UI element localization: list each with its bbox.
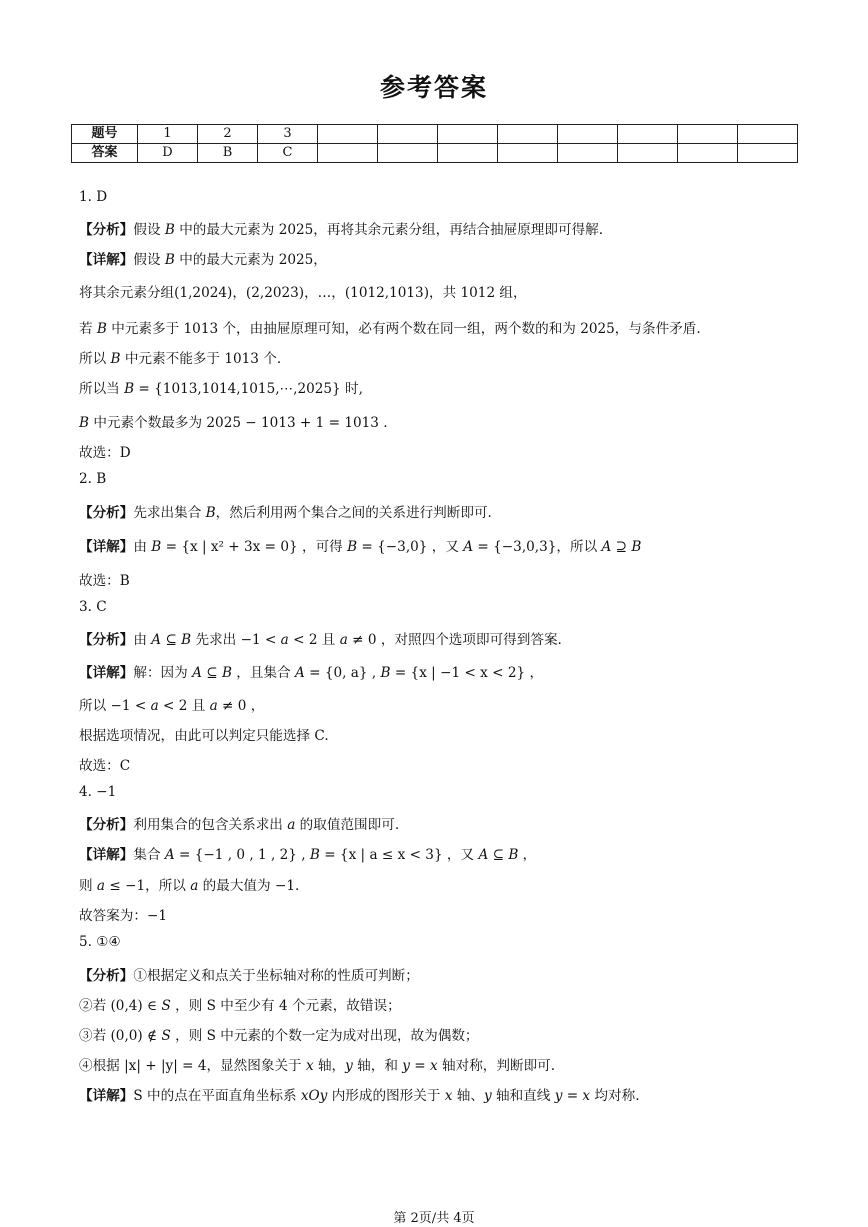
text-segment: 所以 [79,351,111,367]
text-segment: = {−1 , 0 , 1 , 2} , [174,847,310,863]
math-variable: xOy [300,1088,328,1104]
text-segment: ⊇ [611,539,632,555]
text-segment: ②若 (0,4) ∈ [79,998,162,1014]
text-segment: ，则 S 中元素的个数一定为成对出现，故为偶数； [170,1028,479,1044]
text-segment: ≠ 0 ，对照四个选项即可得到答案. [347,632,562,648]
text-segment: 4. −1 [79,784,117,800]
text-segment: 先求出集合 [133,505,206,521]
table-row-numbers [72,125,798,144]
text-line [79,411,388,431]
text-segment: S 中的点在平面直角坐标系 [133,1088,301,1104]
math-variable: y [402,1058,410,1074]
section-label: 【分析】 [79,632,134,648]
table-cell-answer [318,144,378,163]
math-variable: A [601,539,612,555]
text-segment: 轴，和 [352,1058,403,1074]
table-cell-answer [498,144,558,163]
text-segment: 故答案为：−1 [79,908,168,924]
text-line [79,569,130,589]
table-header-cell: 题号 [72,125,138,144]
section-label: 【详解】 [79,1088,134,1104]
table-cell-answer [738,144,798,163]
section-label: 【详解】 [79,665,134,681]
text-segment: 利用集合的包含关系求出 [133,817,288,833]
text-segment: 中元素个数最多为 2025 − 1013 + 1 = 1013 . [89,415,388,431]
text-segment: ⊆ [201,665,222,681]
text-segment: ，则 S 中至少有 4 个元素，故错误； [170,998,401,1014]
text-segment: ⊆ [488,847,509,863]
text-line [79,994,401,1014]
text-segment: ①根据定义和点关于坐标轴对称的性质可判断； [133,968,419,984]
math-variable: B [205,505,216,521]
text-segment: < 2 且 [158,698,210,714]
section-label: 【详解】 [79,847,134,863]
math-variable: B [110,351,121,367]
math-variable: y [483,1088,492,1104]
math-variable: B [347,539,358,555]
table-cell-number [738,125,798,144]
math-variable: x [444,1088,453,1104]
text-line [79,904,167,924]
table-row-answers [72,144,798,163]
math-variable: x [430,1058,438,1074]
text-segment: 中元素多于 1013 个，由抽屉原理可知，必有两个数在同一组，两个数的和为 2025，与条件矛盾. [106,321,701,337]
text-segment: 轴， [313,1058,346,1074]
text-line [79,1084,640,1104]
text-segment: < 2 且 [288,632,340,648]
text-line [79,535,641,555]
math-variable: a [150,698,159,714]
math-variable: A [151,632,162,648]
text-line [79,441,131,461]
table-cell-answer [618,144,678,163]
page-title: 参考答案 [379,73,488,102]
text-segment: 1. D [79,189,108,205]
math-variable: a [339,632,348,648]
text-segment: 将其余元素分组(1,2024)，(2,2023)，…，(1012,1013)，共 1012 组， [79,285,527,301]
text-segment: 中的最大元素为 2025， [174,252,327,268]
text-line [79,599,107,615]
text-segment: 故选：C [79,758,131,774]
section-label: 【分析】 [79,817,134,833]
text-segment: = {0, a} , [304,665,381,681]
table-cell-answer: B [198,144,258,163]
table-cell-number [378,125,438,144]
math-variable: B [221,665,232,681]
math-variable: a [96,878,106,894]
text-line [79,377,363,397]
page-footer: 第 2页/共 4页 [393,1211,475,1226]
text-segment: = {x | x² + 3x = 0} ，可得 [161,539,348,555]
math-variable: B [181,632,192,648]
text-line [79,784,116,800]
text-segment: 集合 [133,847,165,863]
text-line [79,281,527,301]
text-segment: 均对称. [590,1088,640,1104]
text-segment: 轴对称，判断即可. [437,1058,556,1074]
text-segment: 的最大值为 −1. [198,878,300,894]
text-line [79,843,536,863]
text-segment: 2. B [79,471,107,487]
table-cell-number: 3 [258,125,318,144]
math-variable: a [280,632,289,648]
text-segment: 假设 [133,222,165,238]
text-segment: 轴、 [452,1088,484,1104]
table-cell-number: 2 [198,125,258,144]
math-variable: B [508,847,519,863]
math-variable: B [124,381,135,397]
text-segment: 5. ①④ [79,934,121,950]
text-segment: 假设 [133,252,165,268]
math-variable: x [305,1058,314,1074]
text-segment: 所以 −1 < [79,698,151,714]
table-cell-answer [438,144,498,163]
text-segment: 中的最大元素为 2025，再将其余元素分组，再结合抽屉原理即可得解. [174,222,604,238]
section-label: 【详解】 [79,539,134,555]
text-segment: ≠ 0 ， [217,698,265,714]
math-variable: A [294,665,305,681]
text-segment: 的取值范围即可. [295,817,400,833]
text-line [79,934,121,950]
text-line [79,218,603,238]
text-line [79,1024,479,1044]
math-variable: A [478,847,489,863]
table-cell-number [438,125,498,144]
text-segment: 由 [133,632,152,648]
text-segment: = [562,1088,583,1104]
math-variable: a [209,698,218,714]
text-line [79,874,299,894]
text-segment: ，且集合 [231,665,295,681]
text-line [79,628,562,648]
math-variable: x [582,1088,591,1104]
math-variable: B [380,665,391,681]
math-variable: a [287,817,296,833]
math-variable: B [96,321,107,337]
table-cell-answer [378,144,438,163]
text-segment: 故选：B [79,573,130,589]
text-line [79,724,329,744]
text-segment: = {−3,0} ，又 [357,539,464,555]
table-cell-number [618,125,678,144]
table-cell-number [318,125,378,144]
text-segment: = {1013,1014,1015,⋯,2025} 时, [134,381,363,397]
text-line [79,248,327,268]
text-line [79,501,492,521]
text-segment: ，然后利用两个集合之间的关系进行判断即可. [215,505,492,521]
text-segment: = {x | a ≤ x < 3} ，又 [319,847,479,863]
section-label: 【详解】 [79,252,134,268]
text-line [79,694,264,714]
text-segment: 所以当 [79,381,125,397]
math-variable: y [345,1058,353,1074]
text-segment: ⊆ [161,632,182,648]
math-variable: S [161,998,171,1014]
math-variable: B [164,252,175,268]
text-segment: = {−3,0,3}，所以 [473,539,602,555]
text-segment: 根据选项情况，由此可以判定只能选择 C. [79,728,329,744]
math-variable: y [554,1088,563,1104]
text-segment: 解：因为 [133,665,193,681]
text-segment: = {x | −1 < x < 2} ， [390,665,544,681]
text-segment: = [409,1058,431,1074]
section-label: 【分析】 [79,222,134,238]
table-header-cell: 答案 [72,144,138,163]
table-cell-answer: C [258,144,318,163]
text-line [79,189,107,205]
text-segment: 中元素不能多于 1013 个. [120,351,282,367]
math-variable: B [164,222,175,238]
text-segment: ④根据 |x| + |y| = 4，显然图象关于 [79,1058,306,1074]
text-segment: ， [518,847,537,863]
text-segment: 内形成的图形关于 [327,1088,445,1104]
section-label: 【分析】 [79,505,134,521]
math-variable: A [463,539,474,555]
text-segment: 则 [79,878,97,894]
math-variable: A [192,665,202,681]
table-cell-number [678,125,738,144]
text-segment: 若 [79,321,97,337]
text-line [79,471,106,487]
answer-table [71,124,798,163]
text-line [79,347,281,367]
table-cell-answer: D [138,144,198,163]
text-line [79,964,419,984]
text-segment: 由 [133,539,152,555]
table-cell-number: 1 [138,125,198,144]
text-segment: 轴和直线 [491,1088,555,1104]
table-cell-answer [678,144,738,163]
math-variable: B [309,847,320,863]
math-variable: B [151,539,162,555]
math-variable: B [79,415,89,431]
text-line [79,1054,555,1074]
text-segment: 3. C [79,599,107,615]
text-line [79,813,399,833]
table-cell-answer [558,144,618,163]
math-variable: S [161,1028,171,1044]
text-line [79,661,543,681]
section-label: 【分析】 [79,968,134,984]
table-cell-number [498,125,558,144]
text-segment: ③若 (0,0) ∉ [79,1028,162,1044]
text-segment: 故选：D [79,445,131,461]
text-line [79,317,701,337]
text-line [79,754,130,774]
text-segment: 先求出 −1 < [191,632,281,648]
text-segment: ≤ −1，所以 [105,878,191,894]
math-variable: A [164,847,175,863]
math-variable: a [190,878,199,894]
table-cell-number [558,125,618,144]
math-variable: B [631,539,642,555]
